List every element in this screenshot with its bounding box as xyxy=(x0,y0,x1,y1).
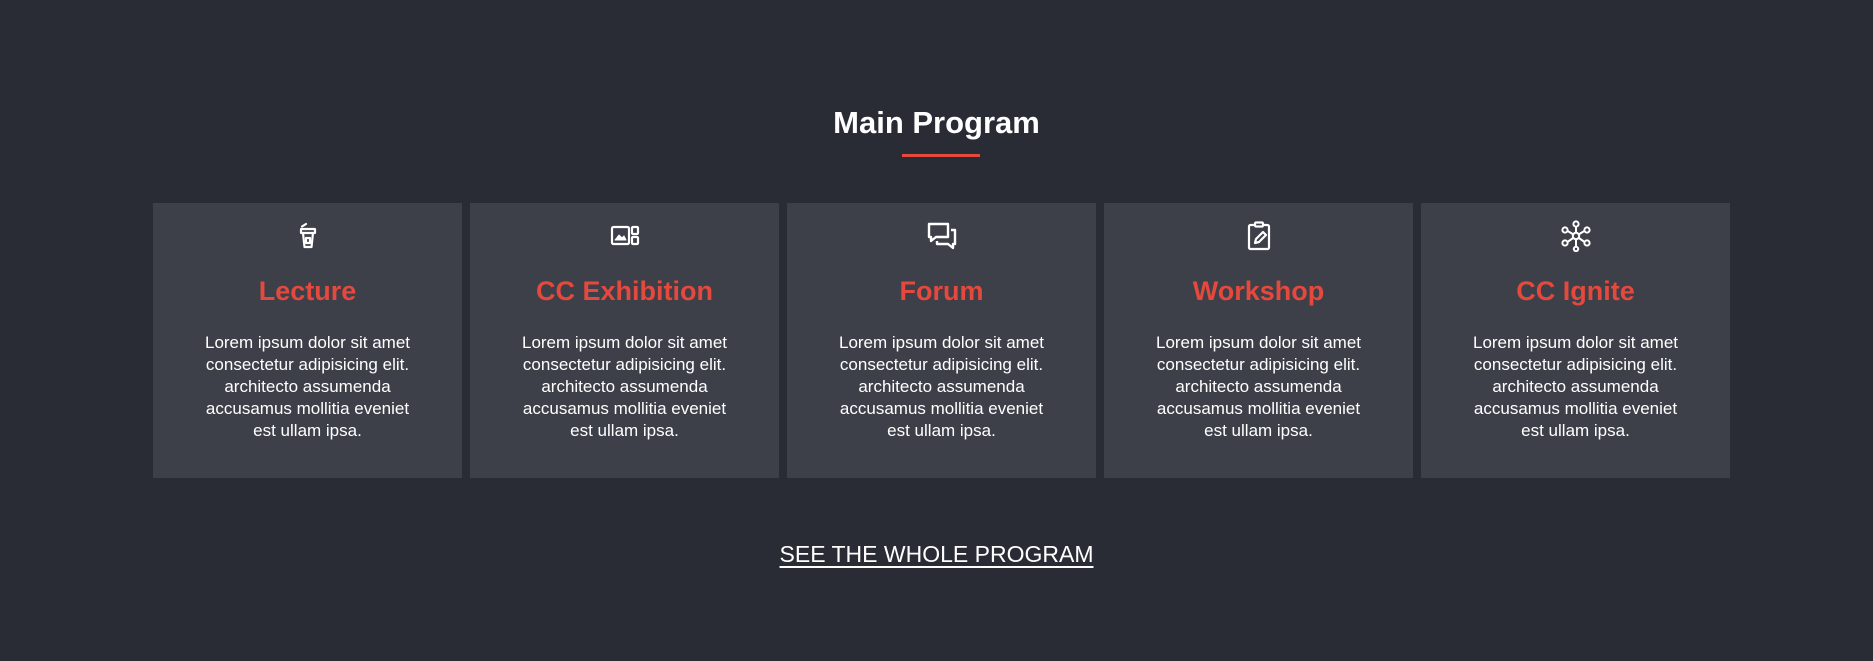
program-card-cc-ignite xyxy=(1421,203,1730,478)
program-cards xyxy=(153,203,1730,478)
program-card-lecture xyxy=(153,203,462,478)
card-text: Lorem ipsum dolor sit amet consectetur adipisicing elit. architecto assumenda accusamus mollitia eveniet est ullam ipsa. xyxy=(838,333,1045,440)
card-title: CC Ignite xyxy=(1516,276,1635,306)
cta-container xyxy=(0,539,1873,569)
section-title: Main Program xyxy=(833,105,1040,140)
gallery-icon xyxy=(609,220,641,252)
program-card-forum xyxy=(787,203,1096,478)
card-text: Lorem ipsum dolor sit amet consectetur adipisicing elit. architecto assumenda accusamus mollitia eveniet est ullam ipsa. xyxy=(1472,333,1679,440)
card-title: Forum xyxy=(899,276,984,306)
title-underline xyxy=(902,154,980,157)
clipboard-pencil-icon xyxy=(1243,220,1275,252)
card-text: Lorem ipsum dolor sit amet consectetur adipisicing elit. architecto assumenda accusamus mollitia eveniet est ullam ipsa. xyxy=(1155,333,1362,440)
chat-bubbles-icon xyxy=(926,220,958,252)
card-title: Workshop xyxy=(1192,276,1325,306)
card-title: CC Exhibition xyxy=(536,276,713,306)
card-text: Lorem ipsum dolor sit amet consectetur adipisicing elit. architecto assumenda accusamus mollitia eveniet est ullam ipsa. xyxy=(204,333,411,440)
program-card-workshop xyxy=(1104,203,1413,478)
program-card-cc-exhibition xyxy=(470,203,779,478)
lectern-icon xyxy=(292,220,324,252)
see-whole-program-link[interactable]: SEE THE WHOLE PROGRAM xyxy=(779,541,1094,567)
card-title: Lecture xyxy=(258,276,357,306)
network-icon xyxy=(1560,220,1592,252)
card-text: Lorem ipsum dolor sit amet consectetur adipisicing elit. architecto assumenda accusamus mollitia eveniet est ullam ipsa. xyxy=(521,333,728,440)
